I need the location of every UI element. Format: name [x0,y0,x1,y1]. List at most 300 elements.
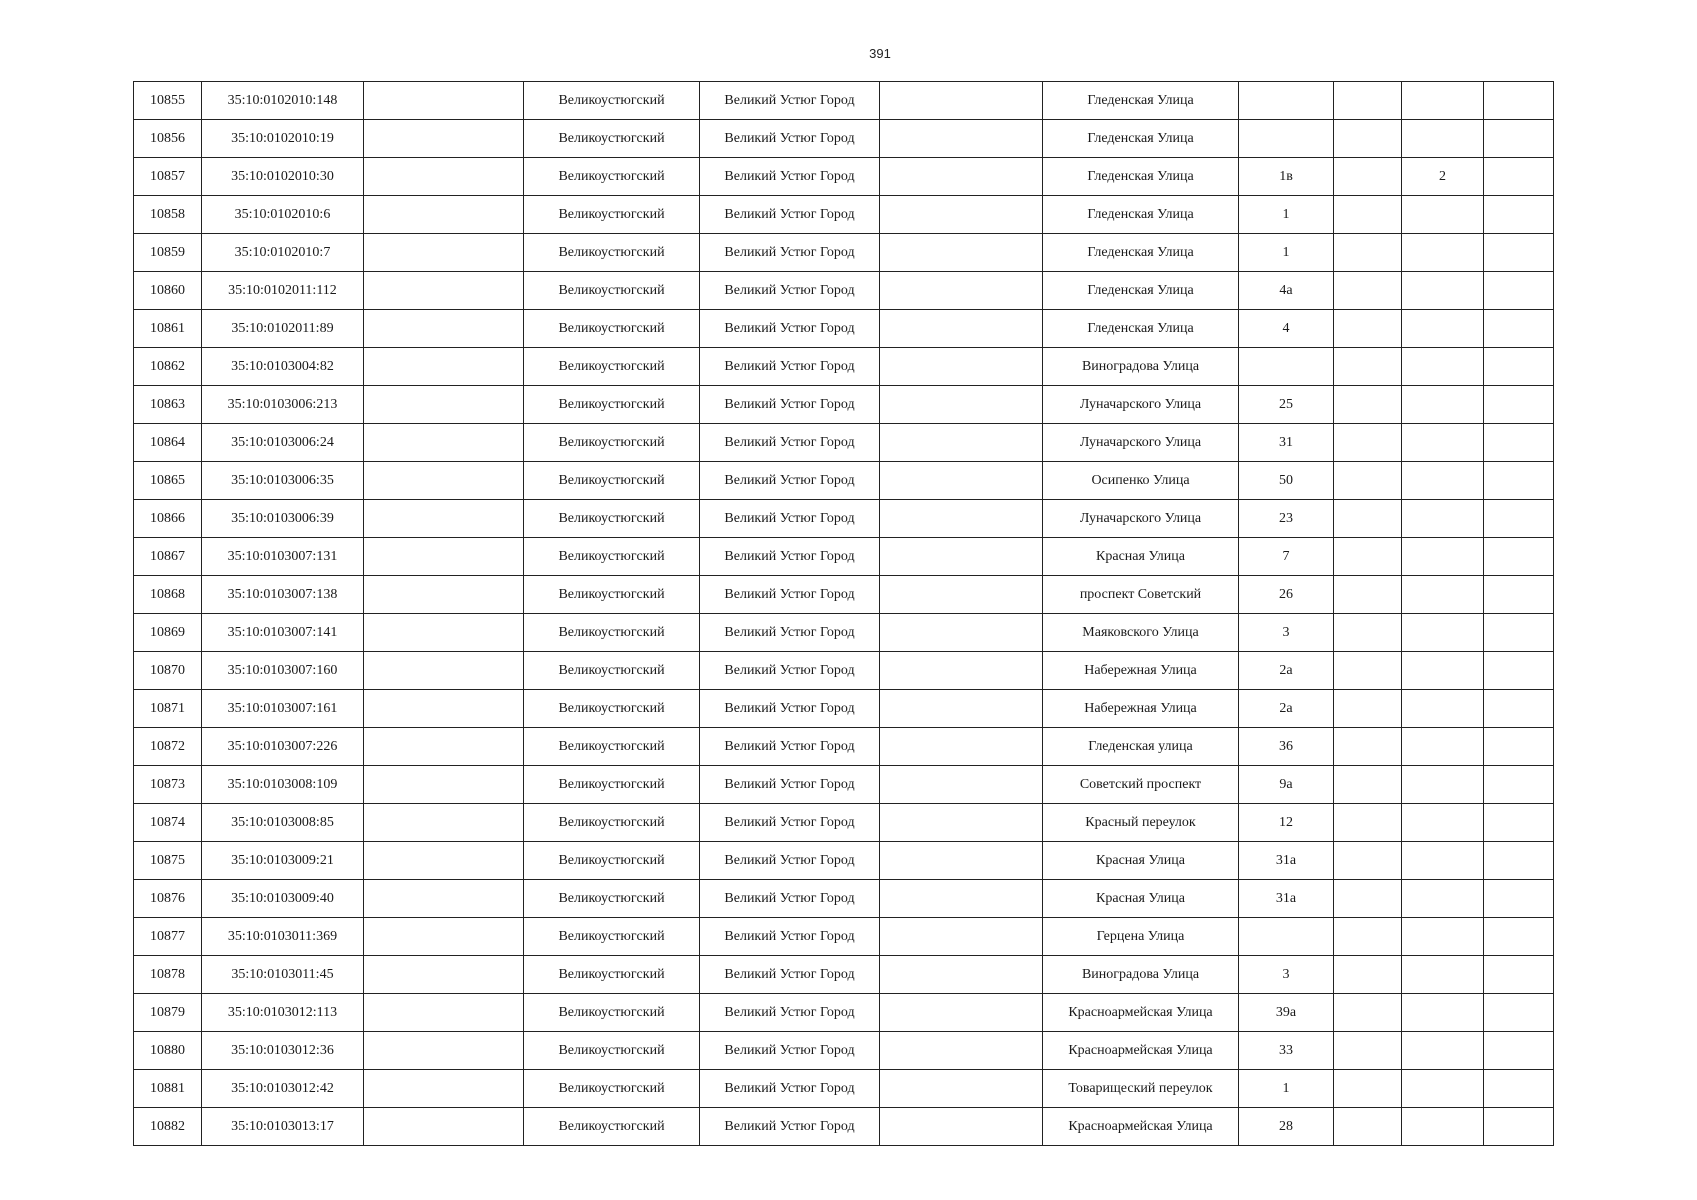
district-cell: Великоустюгский [524,804,700,842]
empty-cell [880,614,1043,652]
empty-cell [364,690,524,728]
record-number-cell: 10865 [134,462,202,500]
cadastral-number-cell: 35:10:0103008:85 [202,804,364,842]
cadastral-number-cell: 35:10:0102010:30 [202,158,364,196]
settlement-cell: Великий Устюг Город [700,842,880,880]
record-number-cell: 10862 [134,348,202,386]
cadastral-number-cell: 35:10:0102011:112 [202,272,364,310]
house-number-cell: 23 [1239,500,1334,538]
empty-cell [364,500,524,538]
street-cell: Гледенская Улица [1043,234,1239,272]
building-cell [1334,158,1402,196]
registry-table [133,81,1554,1146]
empty-cell [1484,310,1554,348]
empty-cell [364,462,524,500]
street-cell: Гледенская Улица [1043,82,1239,120]
house-number-cell: 31 [1239,424,1334,462]
settlement-cell: Великий Устюг Город [700,538,880,576]
table-row [134,500,1554,538]
empty-cell [880,652,1043,690]
settlement-cell: Великий Устюг Город [700,272,880,310]
empty-cell [1484,196,1554,234]
house-number-cell: 28 [1239,1108,1334,1146]
house-number-cell: 4а [1239,272,1334,310]
house-number-cell: 2а [1239,690,1334,728]
apartment-cell [1402,652,1484,690]
apartment-cell [1402,994,1484,1032]
street-cell: Луначарского Улица [1043,424,1239,462]
cadastral-number-cell: 35:10:0103012:36 [202,1032,364,1070]
cadastral-number-cell: 35:10:0103007:226 [202,728,364,766]
building-cell [1334,120,1402,158]
house-number-cell: 25 [1239,386,1334,424]
settlement-cell: Великий Устюг Город [700,386,880,424]
apartment-cell [1402,576,1484,614]
district-cell: Великоустюгский [524,196,700,234]
record-number-cell: 10875 [134,842,202,880]
empty-cell [364,234,524,272]
table-row [134,538,1554,576]
building-cell [1334,614,1402,652]
empty-cell [1484,1032,1554,1070]
record-number-cell: 10874 [134,804,202,842]
record-number-cell: 10857 [134,158,202,196]
empty-cell [880,348,1043,386]
table-row [134,804,1554,842]
empty-cell [880,690,1043,728]
district-cell: Великоустюгский [524,538,700,576]
empty-cell [1484,538,1554,576]
cadastral-number-cell: 35:10:0103013:17 [202,1108,364,1146]
empty-cell [364,1032,524,1070]
record-number-cell: 10869 [134,614,202,652]
settlement-cell: Великий Устюг Город [700,424,880,462]
street-cell: Советский проспект [1043,766,1239,804]
apartment-cell [1402,1070,1484,1108]
empty-cell [1484,234,1554,272]
apartment-cell [1402,82,1484,120]
district-cell: Великоустюгский [524,652,700,690]
empty-cell [1484,500,1554,538]
apartment-cell [1402,424,1484,462]
street-cell: Осипенко Улица [1043,462,1239,500]
cadastral-number-cell: 35:10:0103008:109 [202,766,364,804]
cadastral-number-cell: 35:10:0103006:24 [202,424,364,462]
cadastral-number-cell: 35:10:0102011:89 [202,310,364,348]
house-number-cell: 39а [1239,994,1334,1032]
apartment-cell [1402,614,1484,652]
record-number-cell: 10858 [134,196,202,234]
empty-cell [364,196,524,234]
building-cell [1334,994,1402,1032]
building-cell [1334,1108,1402,1146]
street-cell: Красная Улица [1043,880,1239,918]
empty-cell [880,576,1043,614]
record-number-cell: 10863 [134,386,202,424]
street-cell: Набережная Улица [1043,652,1239,690]
settlement-cell: Великий Устюг Город [700,196,880,234]
building-cell [1334,272,1402,310]
apartment-cell [1402,120,1484,158]
house-number-cell: 31а [1239,880,1334,918]
empty-cell [880,842,1043,880]
cadastral-number-cell: 35:10:0102010:6 [202,196,364,234]
settlement-cell: Великий Устюг Город [700,120,880,158]
building-cell [1334,234,1402,272]
settlement-cell: Великий Устюг Город [700,918,880,956]
street-cell: Гледенская Улица [1043,272,1239,310]
empty-cell [364,1108,524,1146]
empty-cell [880,310,1043,348]
record-number-cell: 10855 [134,82,202,120]
record-number-cell: 10868 [134,576,202,614]
building-cell [1334,1070,1402,1108]
table-row [134,82,1554,120]
building-cell [1334,462,1402,500]
table-row [134,728,1554,766]
empty-cell [880,538,1043,576]
table-row [134,234,1554,272]
street-cell: Виноградова Улица [1043,348,1239,386]
empty-cell [880,804,1043,842]
empty-cell [1484,386,1554,424]
building-cell [1334,348,1402,386]
district-cell: Великоустюгский [524,158,700,196]
table-row [134,1032,1554,1070]
table-row [134,386,1554,424]
house-number-cell: 33 [1239,1032,1334,1070]
empty-cell [364,424,524,462]
empty-cell [364,804,524,842]
empty-cell [1484,424,1554,462]
page-number: 391 [869,46,891,61]
record-number-cell: 10864 [134,424,202,462]
apartment-cell: 2 [1402,158,1484,196]
apartment-cell [1402,310,1484,348]
record-number-cell: 10876 [134,880,202,918]
settlement-cell: Великий Устюг Город [700,614,880,652]
table-row [134,424,1554,462]
building-cell [1334,424,1402,462]
district-cell: Великоустюгский [524,348,700,386]
table-row [134,956,1554,994]
street-cell: Гледенская Улица [1043,310,1239,348]
house-number-cell: 1 [1239,1070,1334,1108]
record-number-cell: 10878 [134,956,202,994]
apartment-cell [1402,842,1484,880]
record-number-cell: 10860 [134,272,202,310]
district-cell: Великоустюгский [524,728,700,766]
settlement-cell: Великий Устюг Город [700,1070,880,1108]
table-row [134,614,1554,652]
house-number-cell: 1в [1239,158,1334,196]
house-number-cell [1239,348,1334,386]
house-number-cell: 36 [1239,728,1334,766]
empty-cell [1484,766,1554,804]
street-cell: Гледенская Улица [1043,196,1239,234]
cadastral-number-cell: 35:10:0103006:213 [202,386,364,424]
house-number-cell: 3 [1239,956,1334,994]
empty-cell [1484,728,1554,766]
empty-cell [1484,880,1554,918]
district-cell: Великоустюгский [524,310,700,348]
empty-cell [1484,120,1554,158]
apartment-cell [1402,462,1484,500]
settlement-cell: Великий Устюг Город [700,956,880,994]
empty-cell [880,500,1043,538]
house-number-cell: 12 [1239,804,1334,842]
building-cell [1334,538,1402,576]
settlement-cell: Великий Устюг Город [700,82,880,120]
settlement-cell: Великий Устюг Город [700,1032,880,1070]
settlement-cell: Великий Устюг Город [700,462,880,500]
house-number-cell: 31а [1239,842,1334,880]
settlement-cell: Великий Устюг Город [700,804,880,842]
empty-cell [880,728,1043,766]
empty-cell [880,956,1043,994]
empty-cell [1484,348,1554,386]
empty-cell [364,728,524,766]
street-cell: Луначарского Улица [1043,500,1239,538]
table-row [134,576,1554,614]
cadastral-number-cell: 35:10:0103009:40 [202,880,364,918]
cadastral-number-cell: 35:10:0102010:148 [202,82,364,120]
empty-cell [364,348,524,386]
empty-cell [364,842,524,880]
building-cell [1334,766,1402,804]
cadastral-number-cell: 35:10:0103007:141 [202,614,364,652]
building-cell [1334,880,1402,918]
street-cell: Гледенская улица [1043,728,1239,766]
record-number-cell: 10859 [134,234,202,272]
cadastral-number-cell: 35:10:0103007:160 [202,652,364,690]
record-number-cell: 10882 [134,1108,202,1146]
apartment-cell [1402,728,1484,766]
building-cell [1334,842,1402,880]
district-cell: Великоустюгский [524,994,700,1032]
table-row [134,652,1554,690]
street-cell: Товарищеский переулок [1043,1070,1239,1108]
district-cell: Великоустюгский [524,956,700,994]
empty-cell [880,918,1043,956]
settlement-cell: Великий Устюг Город [700,500,880,538]
table-row [134,1108,1554,1146]
cadastral-number-cell: 35:10:0103004:82 [202,348,364,386]
street-cell: Набережная Улица [1043,690,1239,728]
cadastral-number-cell: 35:10:0103007:138 [202,576,364,614]
district-cell: Великоустюгский [524,386,700,424]
district-cell: Великоустюгский [524,918,700,956]
apartment-cell [1402,956,1484,994]
apartment-cell [1402,1032,1484,1070]
empty-cell [880,424,1043,462]
empty-cell [364,310,524,348]
house-number-cell: 1 [1239,196,1334,234]
empty-cell [364,766,524,804]
empty-cell [880,272,1043,310]
table-row [134,158,1554,196]
record-number-cell: 10877 [134,918,202,956]
empty-cell [1484,804,1554,842]
apartment-cell [1402,386,1484,424]
empty-cell [364,652,524,690]
record-number-cell: 10867 [134,538,202,576]
apartment-cell [1402,918,1484,956]
settlement-cell: Великий Устюг Город [700,234,880,272]
empty-cell [880,386,1043,424]
empty-cell [1484,272,1554,310]
apartment-cell [1402,196,1484,234]
house-number-cell [1239,918,1334,956]
record-number-cell: 10856 [134,120,202,158]
house-number-cell [1239,120,1334,158]
district-cell: Великоустюгский [524,424,700,462]
table-row [134,1070,1554,1108]
district-cell: Великоустюгский [524,82,700,120]
building-cell [1334,310,1402,348]
street-cell: Гледенская Улица [1043,158,1239,196]
cadastral-number-cell: 35:10:0103012:113 [202,994,364,1032]
district-cell: Великоустюгский [524,234,700,272]
house-number-cell: 50 [1239,462,1334,500]
building-cell [1334,918,1402,956]
house-number-cell: 9а [1239,766,1334,804]
building-cell [1334,500,1402,538]
table-row [134,690,1554,728]
apartment-cell [1402,348,1484,386]
empty-cell [364,82,524,120]
apartment-cell [1402,234,1484,272]
cadastral-number-cell: 35:10:0103012:42 [202,1070,364,1108]
street-cell: Герцена Улица [1043,918,1239,956]
street-cell: Красный переулок [1043,804,1239,842]
settlement-cell: Великий Устюг Город [700,994,880,1032]
settlement-cell: Великий Устюг Город [700,310,880,348]
district-cell: Великоустюгский [524,576,700,614]
empty-cell [1484,1108,1554,1146]
empty-cell [880,158,1043,196]
apartment-cell [1402,880,1484,918]
record-number-cell: 10872 [134,728,202,766]
settlement-cell: Великий Устюг Город [700,880,880,918]
building-cell [1334,576,1402,614]
district-cell: Великоустюгский [524,1070,700,1108]
table-row [134,196,1554,234]
house-number-cell [1239,82,1334,120]
settlement-cell: Великий Устюг Город [700,652,880,690]
empty-cell [1484,82,1554,120]
district-cell: Великоустюгский [524,842,700,880]
house-number-cell: 3 [1239,614,1334,652]
table-row [134,880,1554,918]
district-cell: Великоустюгский [524,614,700,652]
cadastral-number-cell: 35:10:0102010:7 [202,234,364,272]
street-cell: Маяковского Улица [1043,614,1239,652]
apartment-cell [1402,272,1484,310]
cadastral-number-cell: 35:10:0103009:21 [202,842,364,880]
empty-cell [1484,462,1554,500]
house-number-cell: 1 [1239,234,1334,272]
street-cell: Красноармейская Улица [1043,1108,1239,1146]
empty-cell [1484,690,1554,728]
table-row [134,994,1554,1032]
empty-cell [1484,956,1554,994]
cadastral-number-cell: 35:10:0103006:35 [202,462,364,500]
empty-cell [1484,918,1554,956]
house-number-cell: 26 [1239,576,1334,614]
district-cell: Великоустюгский [524,120,700,158]
empty-cell [364,386,524,424]
settlement-cell: Великий Устюг Город [700,766,880,804]
district-cell: Великоустюгский [524,1032,700,1070]
apartment-cell [1402,804,1484,842]
district-cell: Великоустюгский [524,766,700,804]
empty-cell [364,272,524,310]
record-number-cell: 10861 [134,310,202,348]
empty-cell [880,880,1043,918]
empty-cell [880,462,1043,500]
settlement-cell: Великий Устюг Город [700,690,880,728]
table-row [134,842,1554,880]
building-cell [1334,956,1402,994]
empty-cell [880,82,1043,120]
house-number-cell: 4 [1239,310,1334,348]
street-cell: Виноградова Улица [1043,956,1239,994]
record-number-cell: 10879 [134,994,202,1032]
street-cell: Гледенская Улица [1043,120,1239,158]
street-cell: Красная Улица [1043,538,1239,576]
table-row [134,918,1554,956]
house-number-cell: 7 [1239,538,1334,576]
empty-cell [1484,994,1554,1032]
street-cell: Красноармейская Улица [1043,1032,1239,1070]
empty-cell [364,880,524,918]
empty-cell [1484,614,1554,652]
table-row [134,120,1554,158]
table-row [134,462,1554,500]
district-cell: Великоустюгский [524,880,700,918]
apartment-cell [1402,690,1484,728]
record-number-cell: 10870 [134,652,202,690]
empty-cell [364,918,524,956]
empty-cell [1484,842,1554,880]
cadastral-number-cell: 35:10:0103006:39 [202,500,364,538]
cadastral-number-cell: 35:10:0103011:369 [202,918,364,956]
street-cell: проспект Советский [1043,576,1239,614]
district-cell: Великоустюгский [524,272,700,310]
empty-cell [364,994,524,1032]
registry-table-body [134,82,1554,1146]
empty-cell [880,234,1043,272]
table-row [134,348,1554,386]
settlement-cell: Великий Устюг Город [700,728,880,766]
house-number-cell: 2а [1239,652,1334,690]
empty-cell [880,994,1043,1032]
empty-cell [364,576,524,614]
building-cell [1334,82,1402,120]
record-number-cell: 10871 [134,690,202,728]
cadastral-number-cell: 35:10:0103007:131 [202,538,364,576]
apartment-cell [1402,538,1484,576]
record-number-cell: 10873 [134,766,202,804]
record-number-cell: 10881 [134,1070,202,1108]
empty-cell [364,614,524,652]
building-cell [1334,1032,1402,1070]
street-cell: Луначарского Улица [1043,386,1239,424]
settlement-cell: Великий Устюг Город [700,158,880,196]
district-cell: Великоустюгский [524,1108,700,1146]
building-cell [1334,690,1402,728]
